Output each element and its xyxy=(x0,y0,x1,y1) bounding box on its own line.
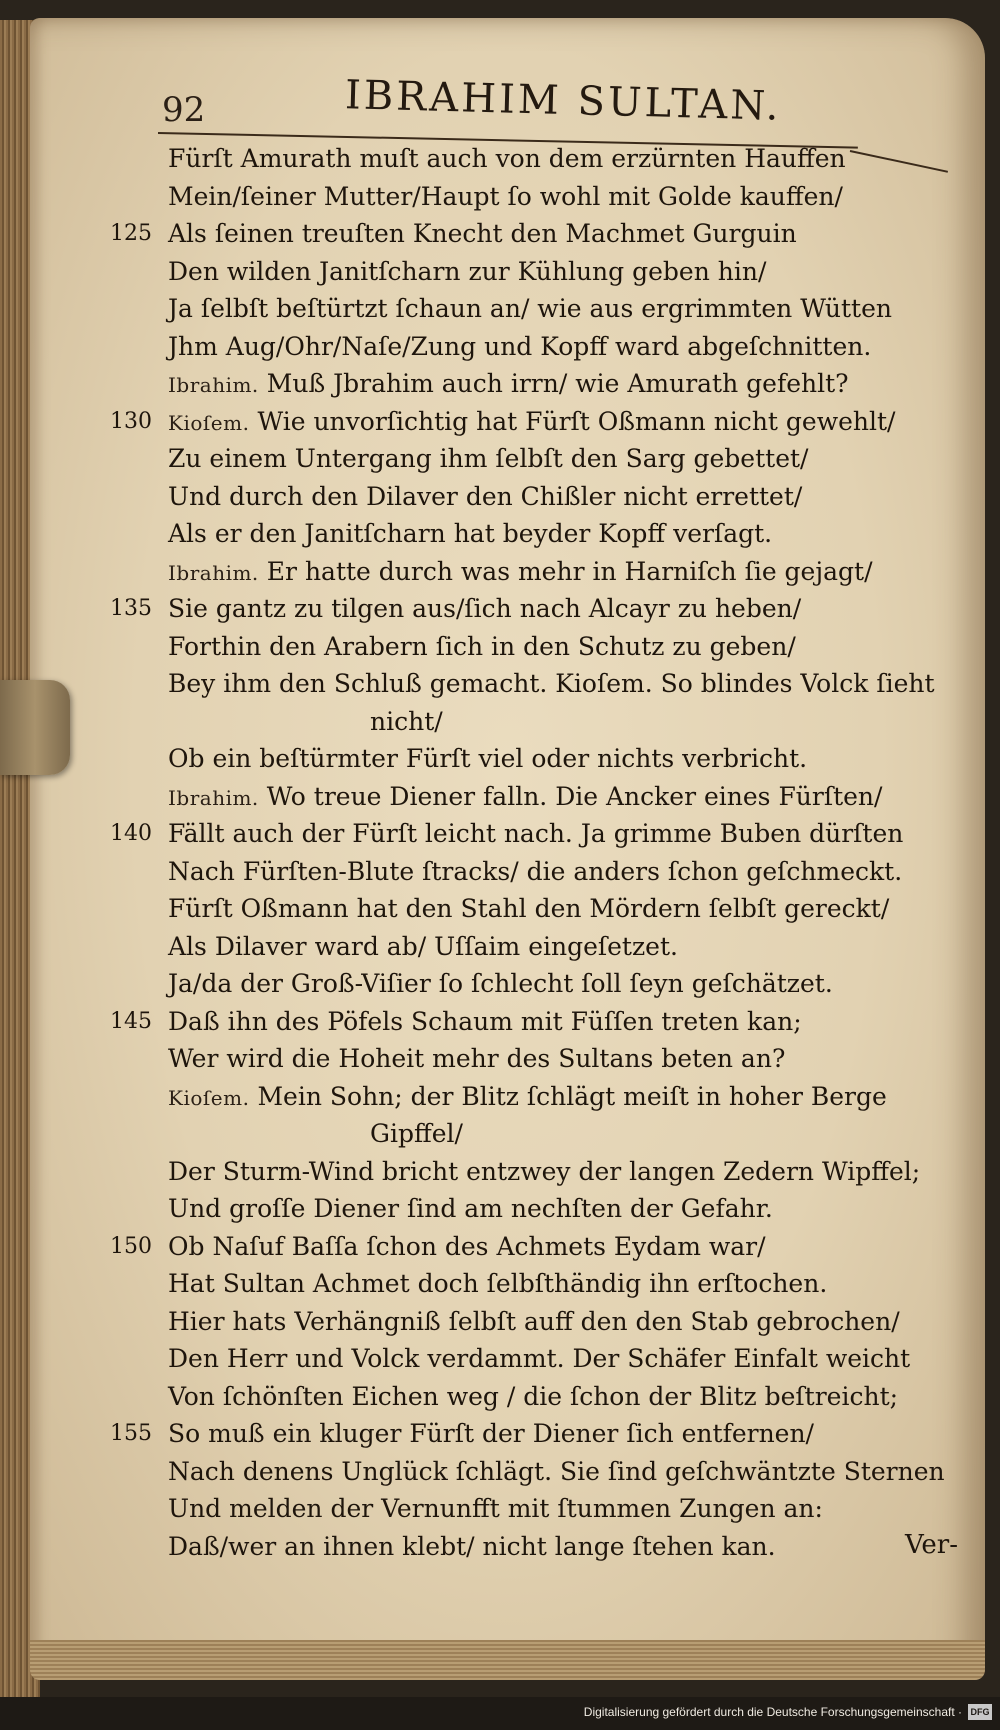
speaker-name: Ibrahim. xyxy=(168,373,259,397)
line-body: Wie unvorſichtig hat Fürſt Oßmann nicht gewehlt/ xyxy=(257,406,896,436)
line-text xyxy=(370,1115,463,1153)
line-text xyxy=(168,215,797,253)
line-body: Sie gantz zu tilgen aus/ſich nach Alcayr zu heben/ xyxy=(168,594,802,623)
line-body: Nach denens Unglück ſchlägt. Sie ſind geſchwäntzte Sternen xyxy=(168,1456,945,1486)
line-body: Ob ein beſtürmter Fürſt viel oder nichts verbricht. xyxy=(168,744,808,773)
line-body: Und melden der Vernunfft mit ſtummen Zungen an: xyxy=(168,1494,823,1523)
line-text xyxy=(168,178,843,216)
line-body: Fürſt Amurath muſt auch von dem erzürnten Hauffen xyxy=(168,144,846,173)
verse-line xyxy=(110,890,960,928)
verse-line xyxy=(110,403,960,441)
verse-line xyxy=(110,290,960,328)
verse-line xyxy=(110,778,960,816)
verse-line xyxy=(110,628,960,666)
line-text xyxy=(168,928,678,966)
verse-line xyxy=(110,1528,960,1566)
line-body: Jhm Aug/Ohr/Naſe/Zung und Kopff ward abgeſchnitten. xyxy=(168,331,872,361)
verse-line xyxy=(110,1003,960,1041)
running-title: IBRAHIM SULTAN. xyxy=(344,72,783,130)
line-body: Wo treue Diener falln. Die Ancker eines Fürſten/ xyxy=(266,781,883,811)
line-text xyxy=(168,965,833,1003)
line-body: Nach Fürſten-Blute ſtracks/ die anders ſchon geſchmeckt. xyxy=(168,856,903,886)
line-text xyxy=(168,478,802,516)
line-number: 145 xyxy=(110,1008,152,1034)
line-text xyxy=(168,815,903,853)
line-body: Gipffel/ xyxy=(370,1119,463,1148)
verse-line xyxy=(110,815,960,853)
verse-line xyxy=(110,1078,960,1116)
line-body: Hat Sultan Achmet doch ſelbſthändig ihn erſtochen. xyxy=(168,1269,828,1298)
line-text xyxy=(168,1340,910,1378)
verse-line xyxy=(110,1153,960,1191)
line-body: Der Sturm-Wind bricht entzwey der langen Zedern Wipffel; xyxy=(168,1156,921,1186)
line-body: Muß Jbrahim auch irrn/ wie Amurath gefehlt? xyxy=(266,369,849,398)
footer-bar xyxy=(0,1697,1000,1730)
line-text xyxy=(168,1153,920,1191)
line-body: Und durch den Dilaver den Chißler nicht errettet/ xyxy=(168,481,803,511)
verse-line xyxy=(110,1040,960,1078)
line-text xyxy=(168,290,892,328)
verse-line xyxy=(110,703,960,741)
book-clasp xyxy=(0,680,70,775)
line-body: Fürſt Oßmann hat den Stahl den Mördern ſelbſt gereckt/ xyxy=(168,894,890,923)
line-text xyxy=(168,515,772,553)
line-body: Den Herr und Volck verdammt. Der Schäfer Einfalt weicht xyxy=(168,1344,911,1373)
line-text xyxy=(168,890,889,928)
verse-line xyxy=(110,1115,960,1153)
page-number: 92 xyxy=(162,90,206,130)
line-text xyxy=(168,1040,785,1078)
line-number: 125 xyxy=(110,221,152,246)
line-text xyxy=(168,365,849,405)
line-body: Und groſſe Diener ſind am nechſten der Gefahr. xyxy=(168,1194,773,1223)
verse-line xyxy=(110,253,960,291)
line-body: nicht/ xyxy=(370,706,443,736)
line-body: Mein Sohn; der Blitz ſchlägt meiſt in hoher Berge xyxy=(257,1081,887,1111)
verse-line xyxy=(110,215,960,253)
line-body: Als ſeinen treuſten Knecht den Machmet Gurguin xyxy=(168,219,797,248)
line-body: Fällt auch der Fürſt leicht nach. Ja grimme Buben dürſten xyxy=(168,819,904,848)
line-text xyxy=(168,253,766,291)
line-body: Forthin den Arabern ſich in den Schutz zu geben/ xyxy=(168,631,796,661)
line-text xyxy=(168,1190,773,1228)
line-number: 150 xyxy=(110,1233,152,1259)
line-body: Zu einem Untergang ihm ſelbſt den Sarg gebettet/ xyxy=(168,444,809,473)
speaker-name: Ibrahim. xyxy=(168,785,259,810)
funding-credit: Digitalisierung gefördert durch die Deutsche Forschungsgemeinschaft · xyxy=(583,1705,962,1719)
line-number: 130 xyxy=(110,408,152,434)
verse-line xyxy=(110,928,960,966)
verse-line xyxy=(110,965,960,1003)
line-body: Als Dilaver ward ab/ Uſſaim eingeſetzet. xyxy=(168,931,678,961)
speaker-name: Ibrahim. xyxy=(168,560,259,585)
line-text xyxy=(168,590,801,628)
line-body: Daß/wer an ihnen klebt/ nicht lange ſtehen kan. xyxy=(168,1531,776,1561)
line-text xyxy=(168,853,902,891)
line-body: Daß ihn des Pöfels Schaum mit Füſſen treten kan; xyxy=(168,1006,802,1036)
line-text xyxy=(168,1265,827,1303)
line-number: 135 xyxy=(110,596,152,621)
line-body: Bey ihm den Schluß gemacht. Kioſem. So blindes Volck ſieht xyxy=(168,669,935,698)
verse-line xyxy=(110,553,960,591)
verse-line xyxy=(110,1228,960,1266)
line-body: Den wilden Janitſcharn zur Kühlung geben hin/ xyxy=(168,256,767,286)
page-header xyxy=(0,72,1000,130)
line-text xyxy=(168,1528,776,1566)
line-text xyxy=(168,553,873,593)
line-text xyxy=(168,1490,823,1528)
line-text xyxy=(168,440,808,478)
line-text xyxy=(168,778,882,818)
dfg-logo: DFG xyxy=(968,1704,992,1720)
verse-line xyxy=(110,478,960,516)
verse-line xyxy=(110,740,960,778)
verse-line xyxy=(110,1415,960,1453)
verse-line xyxy=(110,365,960,403)
verse-line xyxy=(110,853,960,891)
verse-line xyxy=(110,665,960,703)
line-text xyxy=(168,1003,802,1041)
line-body: Hier hats Verhängniß ſelbſt auff den den Stab gebrochen/ xyxy=(168,1306,900,1336)
speaker-name: Kioſem. xyxy=(168,1085,250,1110)
verse-line xyxy=(110,1490,960,1528)
line-text xyxy=(168,140,846,178)
line-body: Er hatte durch was mehr in Harniſch ſie gejagt/ xyxy=(266,556,873,586)
verse-line xyxy=(110,1265,960,1303)
verse-line xyxy=(110,1190,960,1228)
line-text xyxy=(370,703,443,741)
line-body: Ja/da der Groß-Viſier ſo ſchlecht ſoll ſeyn geſchätzet. xyxy=(168,969,833,998)
line-number: 140 xyxy=(110,821,152,846)
line-body: Mein/ſeiner Mutter/Haupt ſo wohl mit Golde kauffen/ xyxy=(168,181,843,211)
line-body: Von ſchönſten Eichen weg / die ſchon der Blitz beſtreicht; xyxy=(168,1381,899,1411)
verse-line xyxy=(110,1453,960,1491)
verse-line xyxy=(110,590,960,628)
line-text xyxy=(168,1303,900,1341)
line-text xyxy=(168,328,871,366)
verse-line xyxy=(110,328,960,366)
verse-line xyxy=(110,1378,960,1416)
line-body: Ja ſelbſt beſtürtzt ſchaun an/ wie aus ergrimmten Wütten xyxy=(168,294,892,323)
verse-line xyxy=(110,1340,960,1378)
line-text xyxy=(168,665,935,703)
line-text xyxy=(168,403,895,443)
line-text xyxy=(168,628,796,666)
line-text xyxy=(168,740,807,778)
line-body: Wer wird die Hoheit mehr des Sultans beten an? xyxy=(168,1044,786,1073)
verse-line xyxy=(110,1303,960,1341)
catchword: Ver- xyxy=(905,1530,958,1560)
line-body: Als er den Janitſcharn hat beyder Kopff verſagt. xyxy=(168,519,773,548)
verse-text xyxy=(110,140,960,1565)
verse-line xyxy=(110,140,960,178)
line-body: So muß ein kluger Fürſt der Diener ſich entfernen/ xyxy=(168,1419,814,1448)
line-text xyxy=(168,1453,945,1491)
line-text xyxy=(168,1415,814,1453)
line-text xyxy=(168,1228,766,1266)
line-body: Ob Naſuf Baſſa ſchon des Achmets Eydam war/ xyxy=(168,1231,766,1261)
speaker-name: Kioſem. xyxy=(168,410,250,435)
line-text xyxy=(168,1378,898,1416)
verse-line xyxy=(110,440,960,478)
line-number: 155 xyxy=(110,1421,152,1446)
verse-line xyxy=(110,178,960,216)
line-text xyxy=(168,1078,887,1118)
verse-line xyxy=(110,515,960,553)
page-edges xyxy=(30,1640,985,1680)
